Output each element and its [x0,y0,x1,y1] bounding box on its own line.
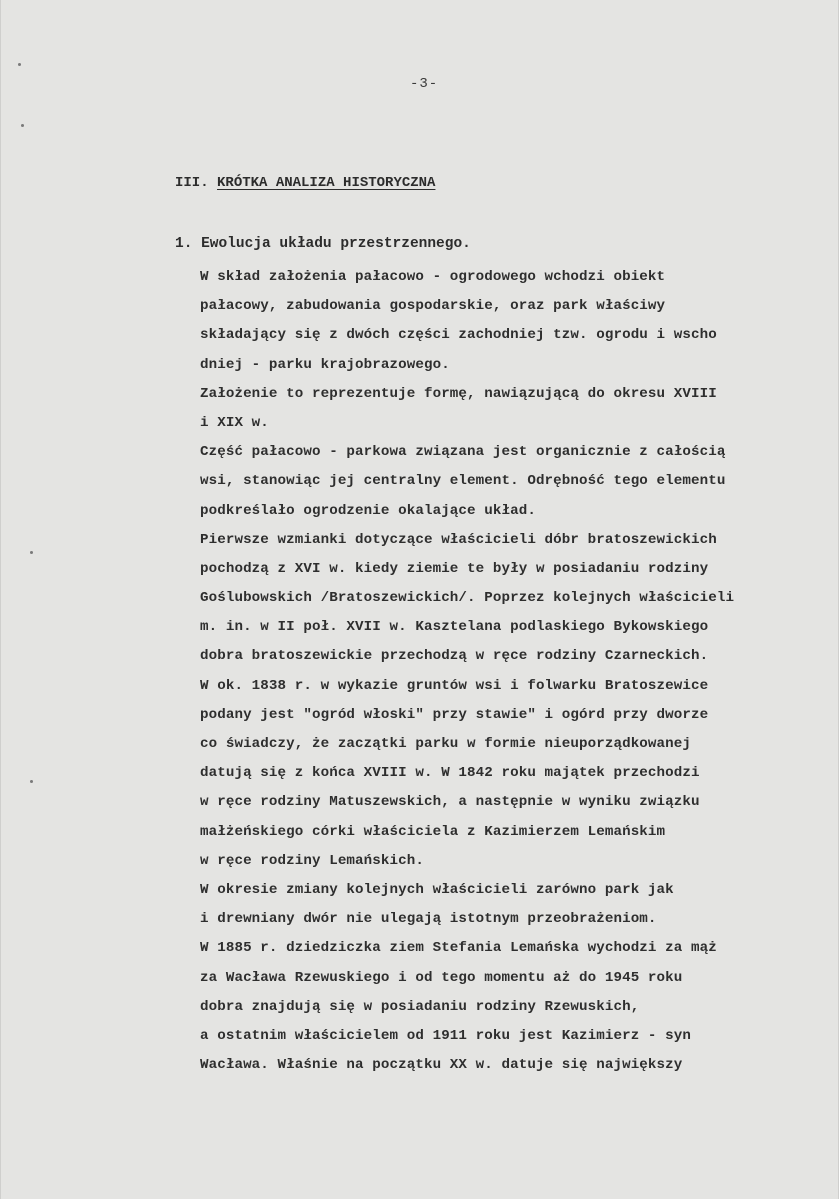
text-line: dobra bratoszewickie przechodzą w ręce rodziny Czarneckich. [200,648,709,665]
text-line: W skład założenia pałacowo - ogrodowego wchodzi obiekt [200,269,666,285]
text-line: datują się z końca XVIII w. W 1842 roku majątek przechodzi [200,765,700,782]
section-heading [175,175,435,191]
text-line: w ręce rodziny Matuszewskich, a następnie w wyniku związku [200,794,700,811]
body-text [200,266,830,1083]
text-line: Goślubowskich /Bratoszewickich/. Poprzez kolejnych właścicieli [200,590,735,607]
text-line: dobra znajdują się w posiadaniu rodziny Rzewuskich, [200,998,640,1015]
text-line: pałacowy, zabudowania gospodarskie, oraz park właściwy [200,298,666,315]
text-line: Pierwsze wzmianki dotyczące właścicieli dóbr bratoszewickich [200,531,717,548]
text-line: Wacława. Właśnie na początku XX w. datuje się największy [200,1057,683,1074]
text-line: W okresie zmiany kolejnych właścicieli zarówno park jak [200,881,674,898]
scan-speck [21,124,24,127]
text-line: podany jest "ogród włoski" przy stawie" i ogórd przy dworze [200,706,709,723]
subsection-label: 1. [175,236,193,252]
text-line: Część pałacowo - parkowa związana jest organicznie z całością [200,444,726,461]
subsection-title: Ewolucja układu przestrzennego. [201,236,471,252]
text-line: co świadczy, że zaczątki parku w formie nieuporządkowanej [200,736,691,752]
text-line: W 1885 r. dziedziczka ziem Stefania Lemańska wychodzi za mąż [200,940,717,957]
text-line: m. in. w II poł. XVII w. Kasztelana podlaskiego Bykowskiego [200,619,709,636]
section-numeral: III. [175,175,209,191]
scan-speck [18,63,21,66]
text-line: pochodzą z XVI w. kiedy ziemie te były w posiadaniu rodziny [200,560,709,577]
text-line: i XIX w. [200,414,269,431]
text-line: dniej - parku krajobrazowego. [200,356,450,373]
section-title: KRÓTKA ANALIZA HISTORYCZNA [217,175,436,191]
subsection-heading [175,236,471,252]
text-line: małżeńskiego córki właściciela z Kazimierzem Lemańskim [200,823,666,840]
text-line: W ok. 1838 r. w wykazie gruntów wsi i folwarku Bratoszewice [200,677,709,694]
text-line: a ostatnim właścicielem od 1911 roku jest Kazimierz - syn [200,1027,691,1044]
text-line: wsi, stanowiąc jej centralny element. Odrębność tego elementu [200,473,726,490]
text-line: podkreślało ogrodzenie okalające układ. [200,502,536,519]
scan-speck [30,780,33,783]
text-line: i drewniany dwór nie ulegają istotnym przeobrażeniom. [200,911,657,928]
text-line: składający się z dwóch części zachodniej tzw. ogrodu i wscho [200,327,717,344]
text-line: w ręce rodziny Lemańskich. [200,852,424,869]
scan-speck [30,551,33,554]
page-number: -3- [410,76,439,92]
text-line: za Wacława Rzewuskiego i od tego momentu aż do 1945 roku [200,969,683,986]
text-line: Założenie to reprezentuje formę, nawiązującą do okresu XVIII [200,385,717,402]
